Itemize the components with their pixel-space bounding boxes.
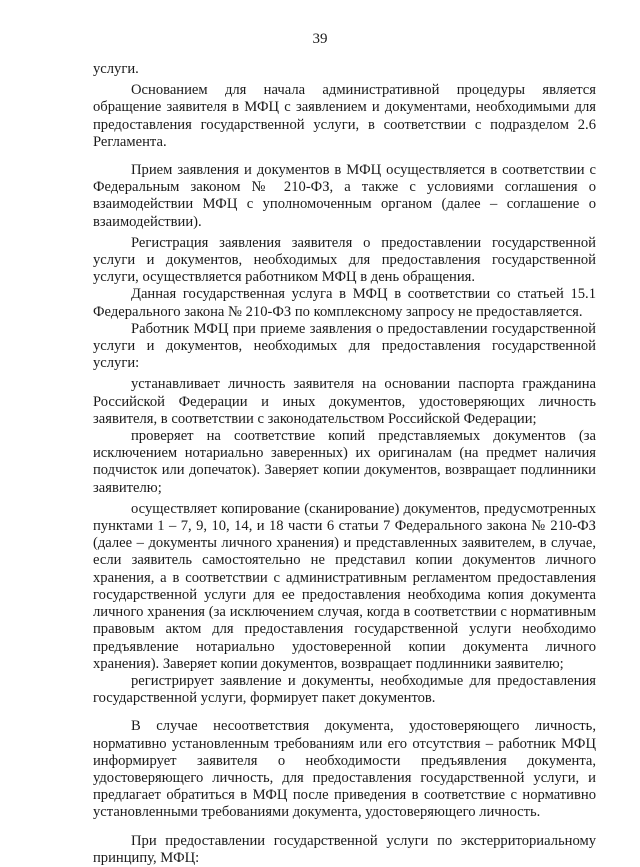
- paragraph: Работник МФЦ при приеме заявления о предоставлении государственной услуги и документов, необходимых для предоставления государственной услуги:: [93, 320, 596, 372]
- page-number: 39: [312, 31, 328, 47]
- paragraph: При предоставлении государственной услуги по экстерриториальному принципу, МФЦ:: [93, 832, 596, 866]
- paragraph: Прием заявления и документов в МФЦ осуществляется в соответствии с Федеральным законом № 210-ФЗ, а также с условиями соглашения о взаимодействии МФЦ с уполномоченным органом (далее – соглашение о взаимодействии).: [93, 162, 596, 230]
- document-body: [93, 61, 596, 867]
- paragraph: осуществляет копирование (сканирование) документов, предусмотренных пунктами 1 – 7, 9, 10, 14, и 18 части 6 статьи 7 Федерального закона № 210-ФЗ (далее – документы личного хранения) и представленных заявителем, в случае, если заявитель самостоятельно не представил копии документов личного хранения, а в соответствии с административным регламентом предоставления государственной услуги для ее предоставления необходима копия документа личного хранения (за исключением случая, когда в соответствии с нормативным правовым актом для предоставления государственной услуги необходимо предъявление нотариально удостоверенной копии документа личного хранения). Заверяет копии документов, возвращает подлинники заявителю;: [93, 500, 596, 672]
- paragraph: регистрирует заявление и документы, необходимые для предоставления государственной услуги, формирует пакет документов.: [93, 672, 596, 707]
- paragraph: Данная государственная услуга в МФЦ в соответствии со статьей 15.1 Федерального закона № 210-ФЗ по комплексному запросу не предоставляется.: [93, 286, 596, 320]
- paragraph: Основанием для начала административной процедуры является обращение заявителя в МФЦ с заявлением и документами, необходимыми для предоставления государственной услуги, в соответствии с подразделом 2.6 Регламента.: [93, 82, 596, 150]
- paragraph: услуги.: [93, 61, 139, 77]
- paragraph: проверяет на соответствие копий представляемых документов (за исключением нотариально заверенных) их оригиналам (на предмет наличия подчисток или допечаток). Заверяет копии документов, возвращает подлинники заявителю;: [93, 428, 596, 496]
- paragraph: устанавливает личность заявителя на основании паспорта гражданина Российской Федерации и иных документов, удостоверяющих личность заявителя, в соответствии с законодательством Российской Федерации;: [93, 376, 596, 427]
- paragraph: В случае несоответствия документа, удостоверяющего личность, нормативно установленным требованиям или его отсутствия – работник МФЦ информирует заявителя о необходимости предъявления документа, удостоверяющего личность, для предоставления государственной услуги, и предлагает обратиться в МФЦ после приведения в соответствие с нормативно установленными требованиями документа, удостоверяющего личность.: [93, 718, 596, 821]
- paragraph: Регистрация заявления заявителя о предоставлении государственной услуги и документов, необходимых для предоставления государственной услуги, осуществляется работником МФЦ в день обращения.: [93, 234, 596, 286]
